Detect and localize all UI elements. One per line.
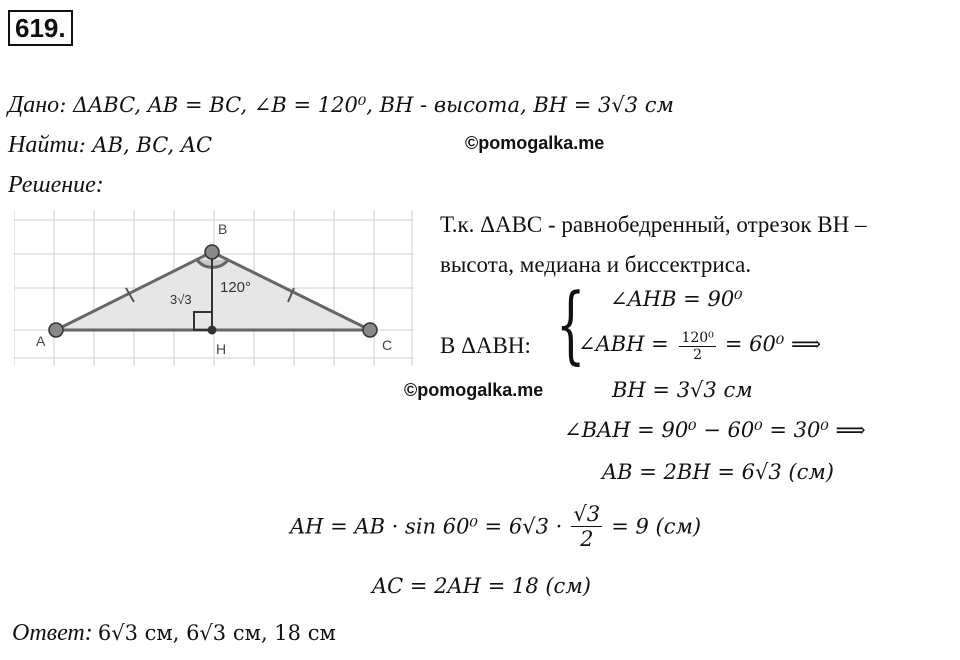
label-h: H	[216, 341, 227, 357]
watermark-mid: ©pomogalka.me	[404, 380, 544, 400]
explanation-line-1: Т.к. ΔABC - равнобедренный, отрезок BH –	[440, 212, 867, 237]
point-h	[208, 326, 217, 335]
given-label: Дано	[8, 92, 60, 118]
system-prefix: В ΔABH:	[440, 333, 531, 358]
solution-label: Решение:	[8, 172, 104, 198]
explanation-line-2: высота, медиана и биссектриса.	[440, 252, 752, 277]
find-line	[8, 132, 212, 159]
step-3-num: √3	[573, 502, 601, 526]
system-line-2-left: ∠ABH =	[578, 332, 676, 356]
system-line-2-right: = 60⁰ ⟹	[724, 332, 822, 356]
label-c: C	[382, 337, 393, 353]
triangle-figure	[14, 208, 414, 368]
find-label: Найти	[8, 132, 79, 158]
step-1: ∠BAH = 90⁰ − 60⁰ = 30⁰ ⟹	[564, 418, 866, 442]
fraction-120-2	[679, 330, 715, 363]
label-b: B	[218, 221, 228, 237]
step-3-left: AH = AB · sin 60⁰ = 6√3 ·	[290, 514, 563, 539]
point-b	[205, 245, 219, 259]
step-3	[290, 502, 701, 551]
fraction-sqrt3-2	[571, 502, 602, 551]
system-line-3: BH = 3√3 см	[612, 378, 753, 402]
answer-line	[12, 620, 336, 647]
system-line-2	[578, 330, 821, 363]
step-2: AB = 2BH = 6√3 (см)	[602, 460, 834, 484]
given-text: : ΔABC, AB = BC, ∠B = 120⁰, BH - высота, BH = 3√3 см	[59, 93, 674, 117]
system-line-1: ∠AHB = 90⁰	[610, 287, 743, 311]
point-c	[363, 323, 377, 337]
system-brace: {	[556, 275, 586, 373]
step-3-den: 2	[580, 527, 594, 551]
step-4: AC = 2AH = 18 (см)	[372, 574, 591, 598]
fraction-num: 120⁰	[681, 330, 714, 346]
problem-number: 619.	[8, 10, 73, 46]
point-a	[49, 323, 63, 337]
height-label: 3√3	[170, 292, 192, 307]
find-text: : AB, BC, AC	[78, 133, 213, 157]
angle-label: 120°	[220, 279, 252, 296]
answer-text: 6√3 см, 6√3 см, 18 см	[97, 621, 336, 645]
answer-label: Ответ:	[12, 620, 93, 646]
given-line	[8, 92, 674, 119]
step-3-right: = 9 (см)	[611, 514, 702, 539]
fraction-den: 2	[693, 347, 703, 363]
watermark-top: ©pomogalka.me	[465, 133, 605, 153]
label-a: A	[36, 333, 46, 349]
